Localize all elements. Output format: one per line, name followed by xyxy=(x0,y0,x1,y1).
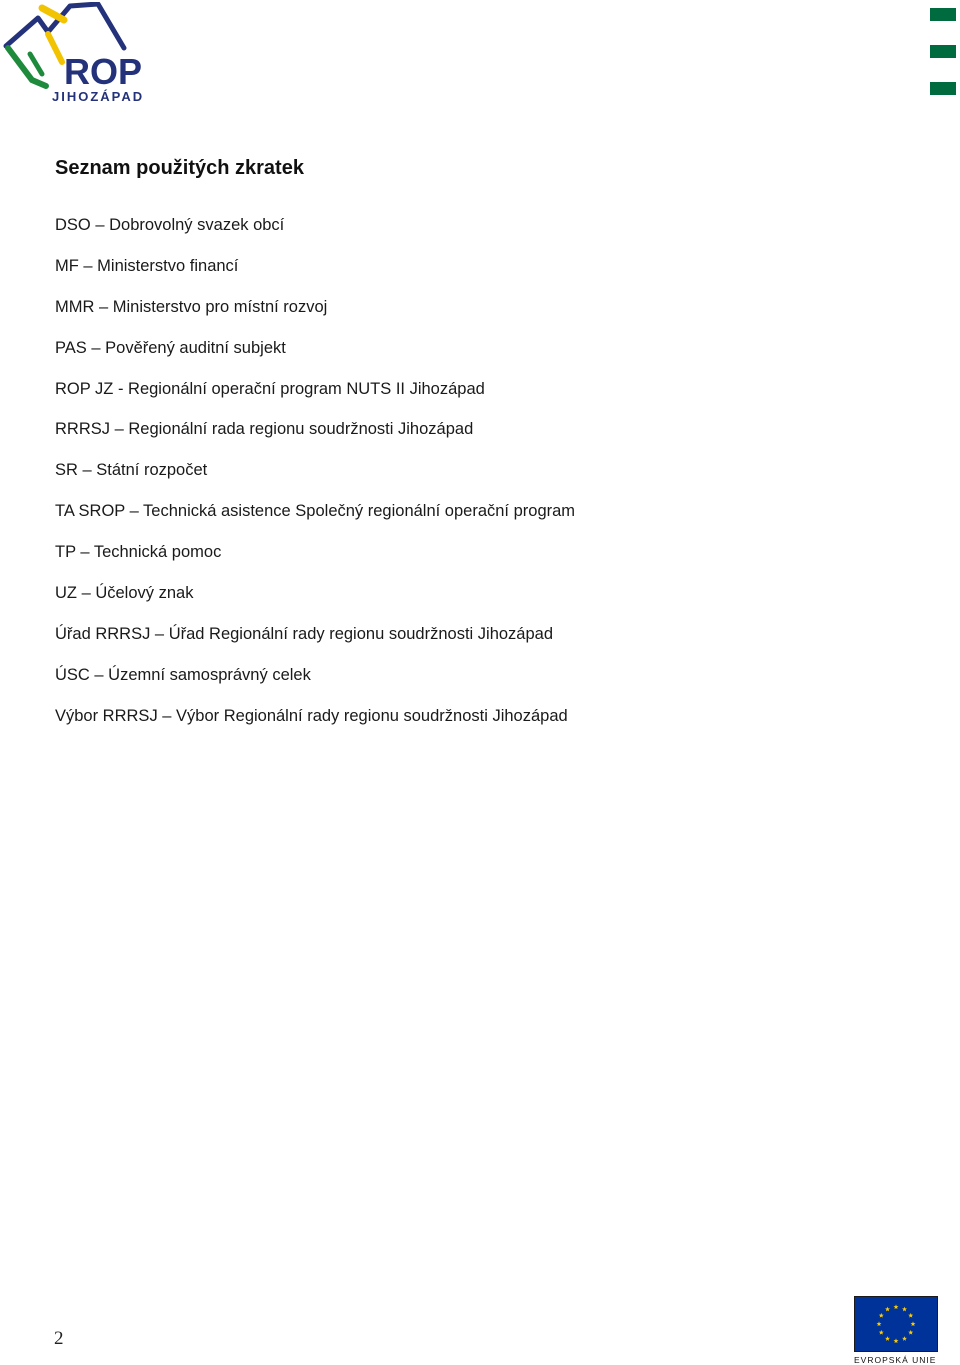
list-item: SR – Státní rozpočet xyxy=(55,461,208,480)
list-item: MMR – Ministerstvo pro místní rozvoj xyxy=(55,297,328,316)
page-number: 2 xyxy=(54,1328,64,1349)
corner-mark xyxy=(930,82,956,95)
eu-flag-icon xyxy=(854,1296,938,1352)
rop-logo-text: ROP xyxy=(64,51,143,92)
list-item: DSO – Dobrovolný svazek obcí xyxy=(55,216,285,234)
corner-mark xyxy=(930,45,956,58)
rop-logo xyxy=(2,2,157,106)
eu-label: EVROPSKÁ UNIE xyxy=(854,1355,937,1365)
list-item: MF – Ministerstvo financí xyxy=(55,256,239,275)
list-item: RRRSJ – Regionální rada regionu soudržnosti Jihozápad xyxy=(55,420,474,439)
rop-logo-subtext: JIHOZÁPAD xyxy=(52,89,145,104)
list-item: TA SROP – Technická asistence Společný regionální operační program xyxy=(55,502,576,521)
corner-marks xyxy=(930,8,956,119)
abbreviation-list xyxy=(55,215,575,747)
list-item: PAS – Pověřený auditní subjekt xyxy=(55,338,286,357)
page-title: Seznam použitých zkratek xyxy=(55,157,304,179)
eu-logo xyxy=(854,1296,938,1365)
list-item: ÚSC – Územní samosprávný celek xyxy=(55,665,311,684)
list-item: ROP JZ - Regionální operační program NUTS II Jihozápad xyxy=(55,379,485,398)
list-item: Výbor RRRSJ – Výbor Regionální rady regionu soudržnosti Jihozápad xyxy=(55,706,568,725)
list-item: TP – Technická pomoc xyxy=(55,543,222,562)
list-item: UZ – Účelový znak xyxy=(55,584,194,603)
list-item: Úřad RRRSJ – Úřad Regionální rady regionu soudržnosti Jihozápad xyxy=(55,624,554,643)
corner-mark xyxy=(930,8,956,21)
